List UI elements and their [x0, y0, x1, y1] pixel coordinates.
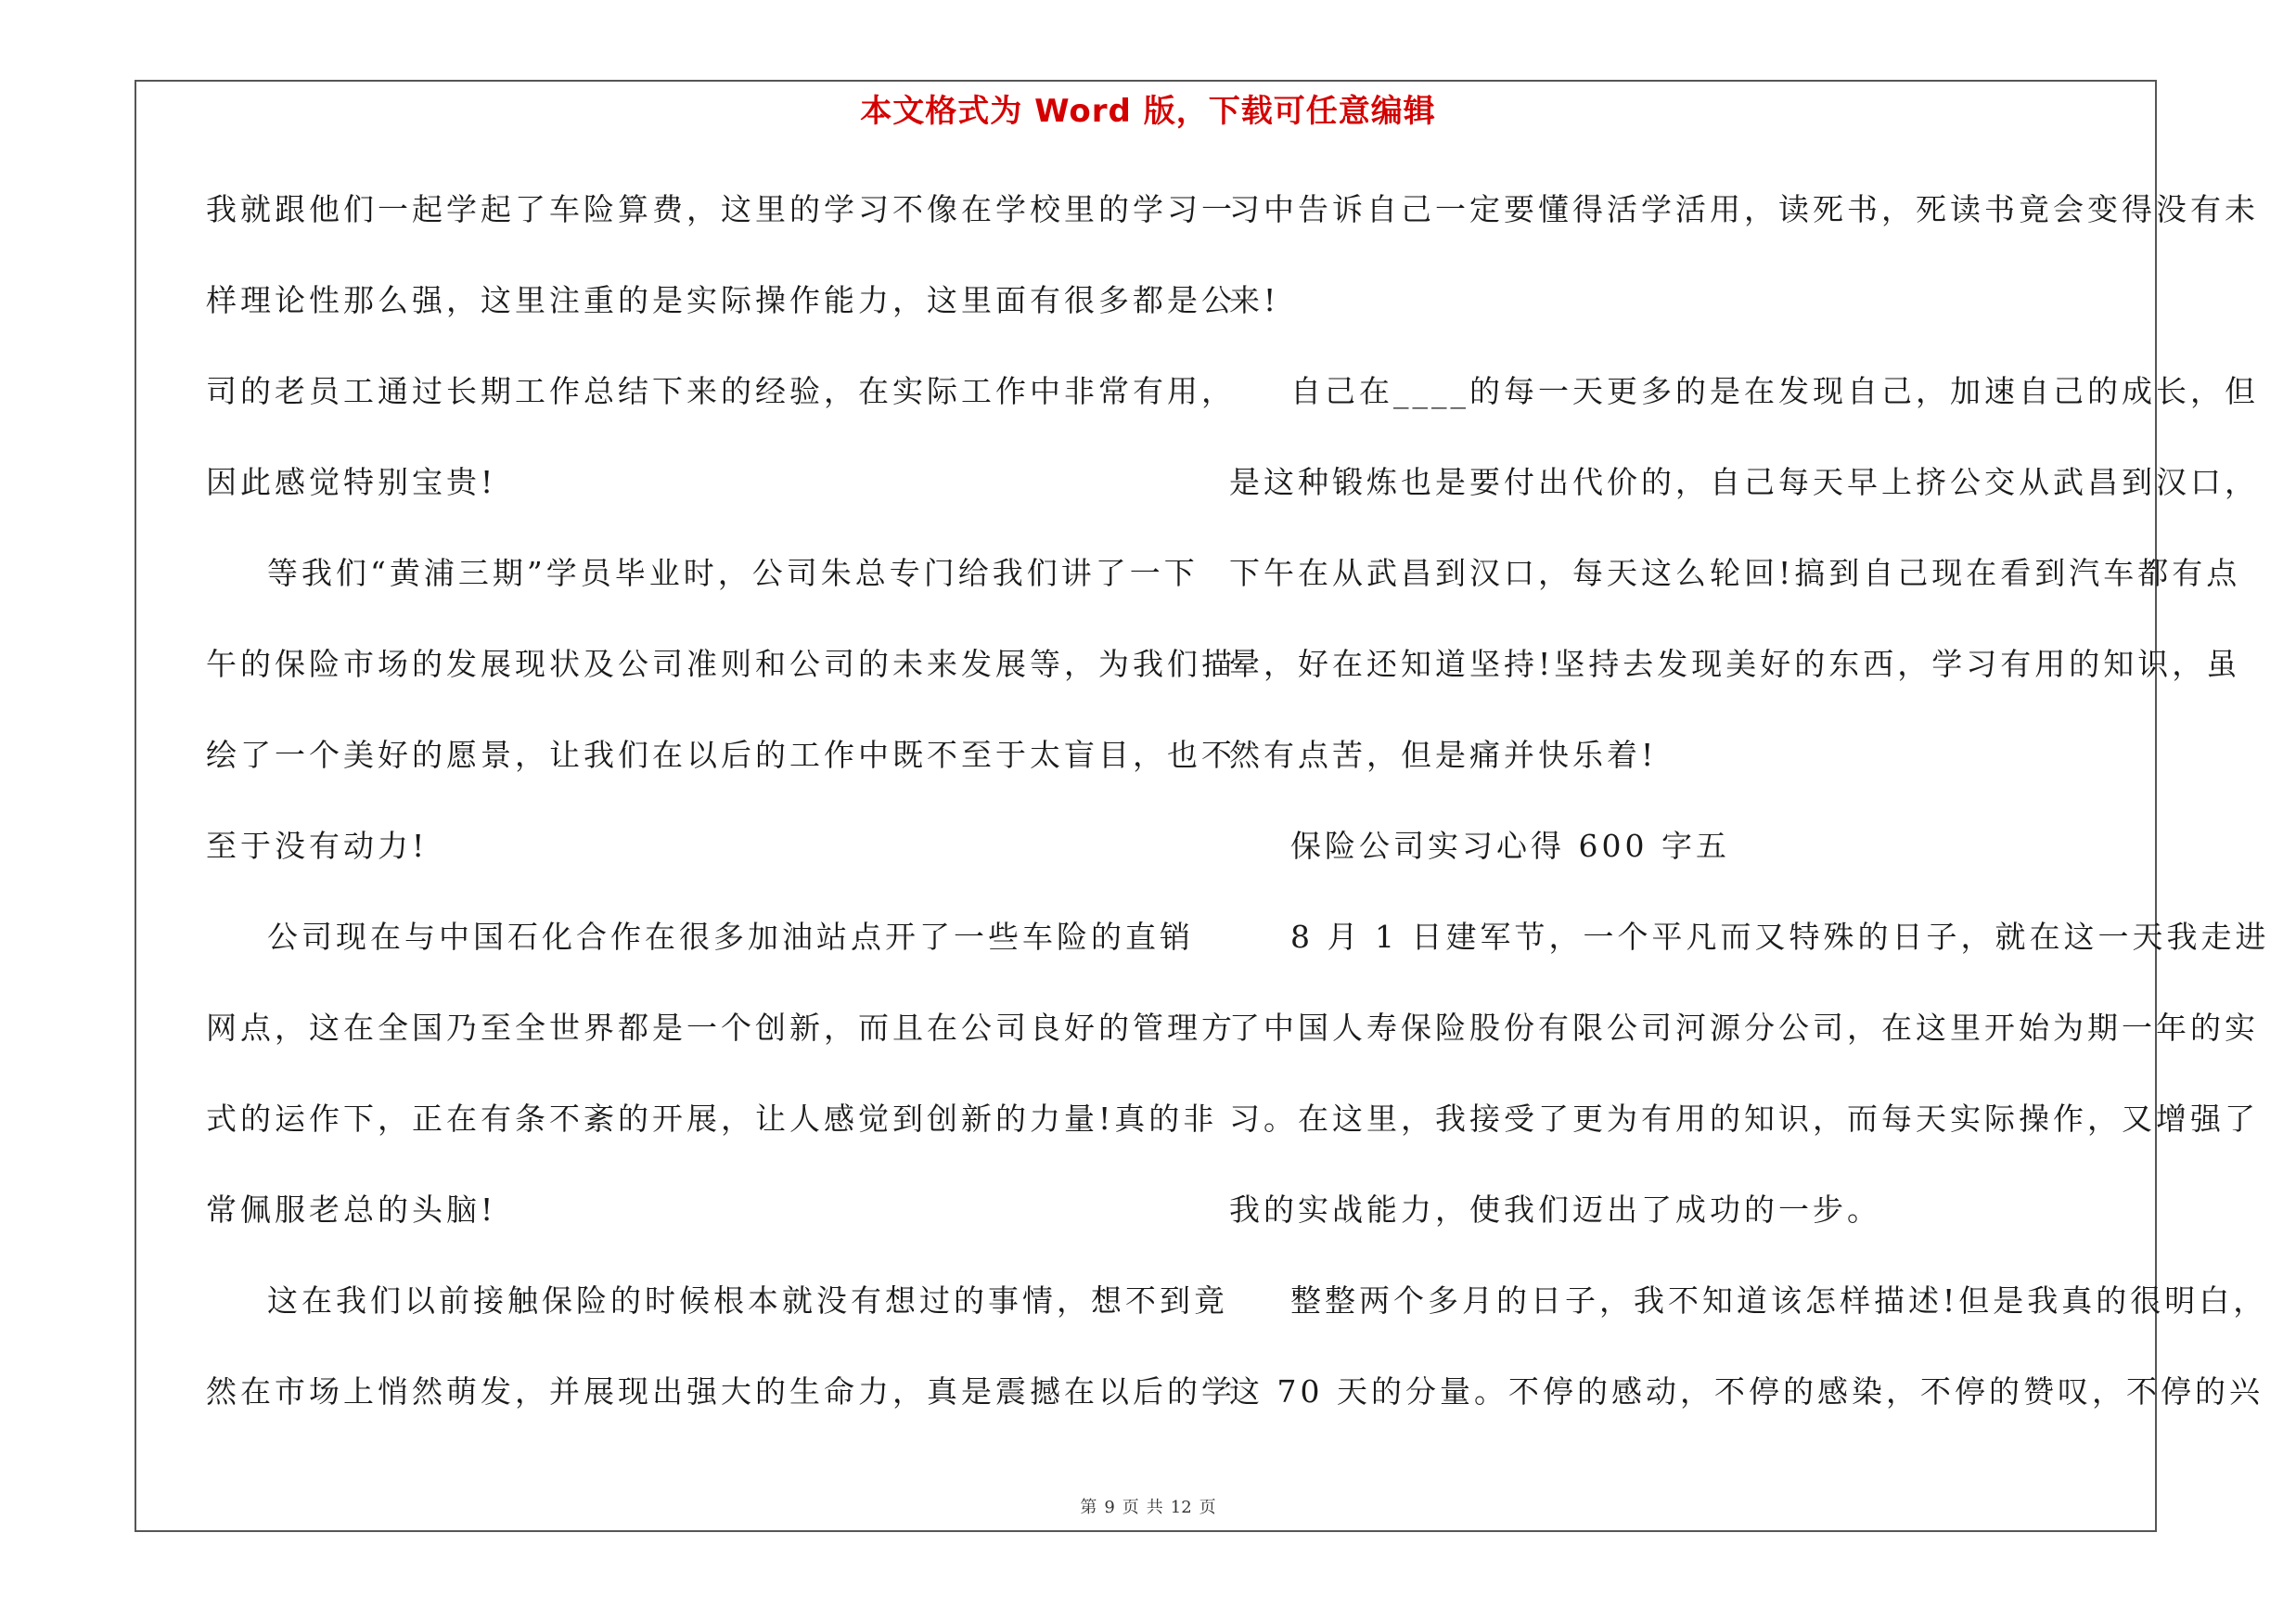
text-line: 晕，好在还知道坚持!坚持去发现美好的东西，学习有用的知识，虽	[1229, 646, 2241, 682]
text-line: 下午在从武昌到汉口，每天这么轮回!搞到自己现在看到汽车都有点	[1229, 555, 2241, 591]
text-line: 午的保险市场的发展现状及公司准则和公司的未来发展等，为我们描	[206, 646, 1236, 682]
text-line: 来!	[1229, 282, 1280, 318]
text-line: 式的运作下，正在有条不紊的开展，让人感觉到创新的力量!真的非	[206, 1101, 1218, 1137]
footer-prefix: 第	[1080, 1498, 1097, 1517]
text-line: 司的老员工通过长期工作总结下来的经验，在实际工作中非常有用，	[206, 373, 1236, 409]
text-line: 然在市场上悄然萌发，并展现出强大的生命力，真是震撼在以后的学	[206, 1373, 1236, 1410]
text-line: 这在我们以前接触保险的时候根本就没有想过的事情，想不到竟	[267, 1282, 1228, 1319]
footer-total-label: 共	[1146, 1498, 1163, 1517]
text-line: 习。在这里，我接受了更为有用的知识，而每天实际操作，又增强了	[1229, 1101, 2259, 1137]
text-line: 至于没有动力!	[206, 828, 429, 864]
text-line: 网点，这在全国乃至全世界都是一个创新，而且在公司良好的管理方	[206, 1010, 1236, 1046]
text-line: 习中告诉自己一定要懂得活学活用，读死书，死读书竟会变得没有未	[1229, 191, 2259, 227]
text-line: 8 月 1 日建军节，一个平凡而又特殊的日子，就在这一天我走进	[1290, 919, 2270, 955]
text-line: 保险公司实习心得 600 字五	[1290, 828, 1730, 864]
text-line: 样理论性那么强，这里注重的是实际操作能力，这里面有很多都是公	[206, 282, 1236, 318]
text-line: 公司现在与中国石化合作在很多加油站点开了一些车险的直销	[267, 919, 1194, 955]
text-line: 是这种锻炼也是要付出代价的，自己每天早上挤公交从武昌到汉口，	[1229, 464, 2259, 500]
footer-suffix: 页	[1199, 1498, 1216, 1517]
text-line: 因此感觉特别宝贵!	[206, 464, 497, 500]
text-line: 等我们“黄浦三期”学员毕业时，公司朱总专门给我们讲了一下	[267, 555, 1199, 591]
text-line: 绘了一个美好的愿景，让我们在以后的工作中既不至于太盲目，也不	[206, 737, 1236, 773]
text-line: 然有点苦，但是痛并快乐着!	[1229, 737, 1658, 773]
footer-page-number: 9	[1104, 1498, 1115, 1517]
text-line: 我就跟他们一起学起了车险算费，这里的学习不像在学校里的学习一	[206, 191, 1236, 227]
format-banner: 本文格式为 Word 版，下载可任意编辑	[860, 93, 1436, 130]
text-line: 了中国人寿保险股份有限公司河源分公司，在这里开始为期一年的实	[1229, 1010, 2259, 1046]
text-line: 常佩服老总的头脑!	[206, 1191, 497, 1228]
right-column	[1229, 179, 2270, 1452]
text-line: 这 70 天的分量。不停的感动，不停的感染，不停的赞叹，不停的兴	[1229, 1373, 2264, 1410]
text-line: 我的实战能力，使我们迈出了成功的一步。	[1229, 1191, 1881, 1228]
text-line: 整整两个多月的日子，我不知道该怎样描述!但是我真的很明白，	[1290, 1282, 2268, 1319]
footer-page-unit: 页	[1122, 1498, 1139, 1517]
page-footer	[0, 1494, 2296, 1518]
left-column	[206, 179, 1236, 1452]
text-line: 自己在____的每一天更多的是在发现自己，加速自己的成长，但	[1290, 373, 2259, 409]
footer-total-pages: 12	[1170, 1498, 1192, 1517]
